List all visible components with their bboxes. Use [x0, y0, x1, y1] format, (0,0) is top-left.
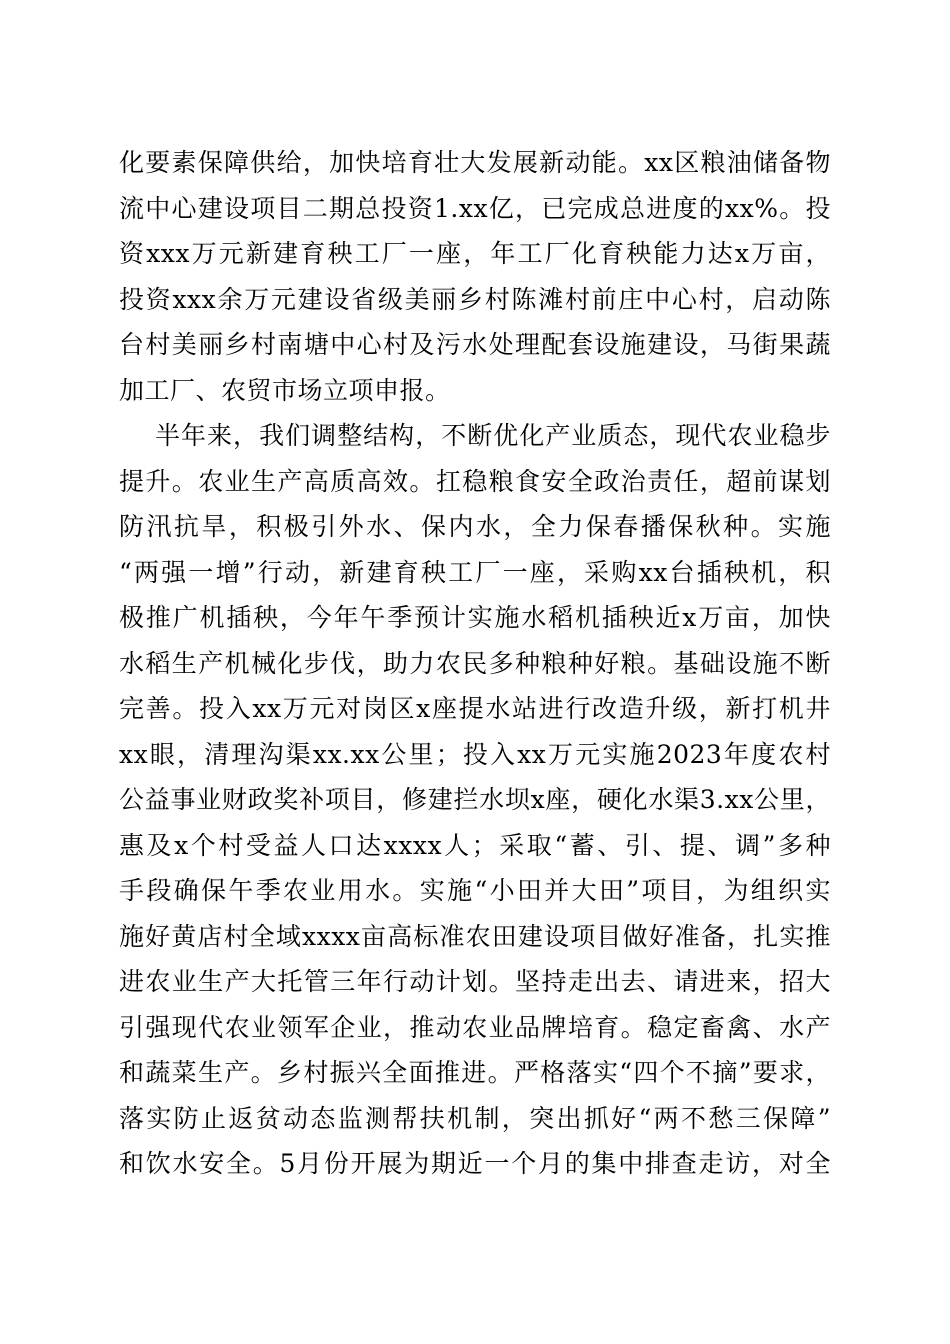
- paragraph-agriculture: [119, 413, 831, 1187]
- text-line: 手段确保午季农业用水。实施“小田并大田”项目，为组织实: [119, 876, 831, 905]
- text-line: 引强现代农业领军企业，推动农业品牌培育。稳定畜禽、水产: [119, 1012, 831, 1042]
- text-line: 投资xxx余万元建设省级美丽乡村陈滩村前庄中心村，启动陈: [119, 284, 831, 314]
- text-line: 水稻生产机械化步伐，助力农民多种粮种好粮。基础设施不断: [119, 648, 831, 678]
- text-line: “两强一增”行动，新建育秧工厂一座，采购xx台插秧机，积: [119, 557, 831, 587]
- text-line: 化要素保障供给，加快培育壮大发展新动能。xx区粮油储备物: [119, 148, 831, 177]
- text-line: 半年来，我们调整结构，不断优化产业质态，现代农业稳步: [155, 421, 831, 450]
- text-line: 和饮水安全。5月份开展为期近一个月的集中排查走访，对全: [119, 1149, 831, 1178]
- document-body: [119, 140, 831, 1187]
- text-line: 落实防止返贫动态监测帮扶机制，突出抓好“两不愁三保障”: [119, 1103, 831, 1133]
- text-line: 台村美丽乡村南塘中心村及污水处理配套设施建设，马街果蔬: [119, 330, 831, 359]
- text-line: 极推广机插秧，今年午季预计实施水稻机插秧近x万亩，加快: [119, 603, 831, 632]
- paragraph-continued: [119, 140, 831, 413]
- text-line: 完善。投入xx万元对岗区x座提水站进行改造升级，新打机井: [119, 694, 831, 723]
- text-line: 提升。农业生产高质高效。扛稳粮食安全政治责任，超前谋划: [119, 466, 831, 496]
- text-line: 惠及x个村受益人口达xxxx人；采取“蓄、引、提、调”多种: [119, 830, 831, 860]
- text-line: 和蔬菜生产。乡村振兴全面推进。严格落实“四个不摘”要求，: [119, 1058, 831, 1087]
- text-line: 资xxx万元新建育秧工厂一座，年工厂化育秧能力达x万亩，: [119, 239, 831, 268]
- text-line: 加工厂、农贸市场立项申报。: [119, 375, 451, 405]
- text-line: 进农业生产大托管三年行动计划。坚持走出去、请进来，招大: [119, 967, 831, 996]
- text-line: 流中心建设项目二期总投资1.xx亿，已完成总进度的xx%。投: [119, 193, 831, 223]
- text-line: 公益事业财政奖补项目，修建拦水坝x座，硬化水渠3.xx公里，: [119, 785, 831, 814]
- text-line: xx眼，清理沟渠xx.xx公里；投入xx万元实施2023年度农村: [119, 739, 831, 769]
- text-line: 防汛抗旱，积极引外水、保内水，全力保春播保秋种。实施: [119, 512, 831, 541]
- text-line: 施好黄店村全域xxxx亩高标准农田建设项目做好准备，扎实推: [119, 921, 831, 951]
